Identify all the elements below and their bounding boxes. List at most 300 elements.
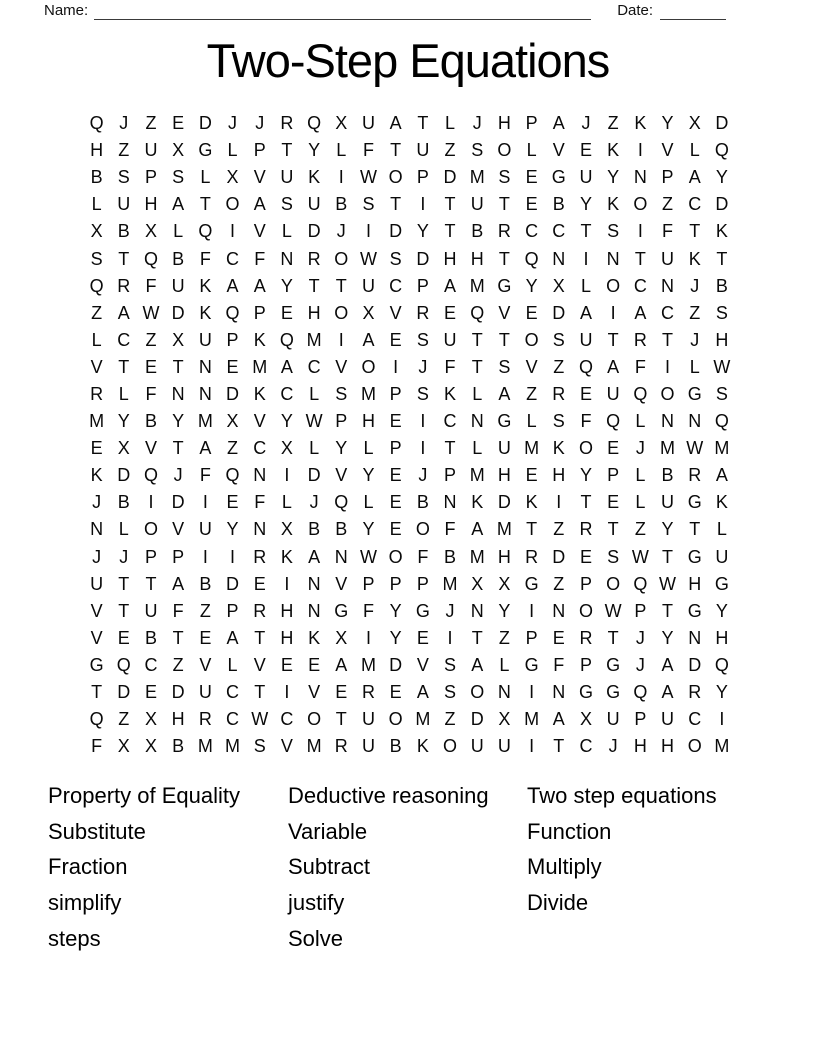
grid-cell: F [362,140,374,161]
grid-cell: P [661,167,674,188]
grid-cell: H [280,627,294,648]
grid-cell: R [361,682,375,703]
grid-cell: V [253,654,266,675]
grid-cell: N [90,519,104,540]
grid-cell: Y [661,113,674,134]
grid-cell: L [635,465,646,486]
grid-cell: T [471,627,483,648]
grid-cell: G [524,573,539,594]
grid-cell: C [226,248,240,269]
grid-cell: O [606,275,621,296]
grid-cell: L [91,194,102,215]
grid-cell: E [389,465,402,486]
grid-cell: A [362,329,375,350]
grid-cell: L [689,140,700,161]
grid-cell: I [148,492,154,513]
grid-cell: Z [662,194,674,215]
grid-cell: J [336,221,346,242]
grid-cell: T [118,356,130,377]
grid-cell: K [634,113,647,134]
grid-cell: Z [444,140,456,161]
grid-cell: Q [198,221,213,242]
name-blank-line [94,5,591,20]
grid-cell: R [688,682,702,703]
grid-cell: I [284,573,290,594]
word-item: Divide [527,890,589,916]
grid-cell: Z [553,519,565,540]
grid-cell: O [660,383,675,404]
grid-cell: F [362,600,374,621]
grid-cell: W [251,709,269,730]
grid-cell: L [635,492,646,513]
grid-cell: O [334,302,349,323]
grid-cell: S [444,682,457,703]
grid-cell: E [199,627,212,648]
grid-cell: X [335,627,348,648]
grid-cell: T [335,275,347,296]
grid-cell: J [418,356,428,377]
grid-cell: T [607,627,619,648]
grid-cell: X [144,709,157,730]
grid-cell: E [90,438,103,459]
grid-cell: X [226,411,239,432]
grid-cell: E [416,627,429,648]
grid-cell: B [117,492,130,513]
grid-cell: K [607,140,620,161]
grid-cell: J [635,627,645,648]
grid-cell: O [633,194,648,215]
grid-cell: V [552,140,565,161]
grid-cell: U [198,329,212,350]
grid-cell: V [253,167,266,188]
grid-cell: H [144,194,158,215]
grid-cell: I [583,248,589,269]
grid-cell: G [606,682,621,703]
grid-cell: K [525,492,538,513]
grid-cell: V [335,356,348,377]
grid-cell: D [307,465,321,486]
grid-cell: P [253,140,266,161]
grid-cell: R [334,736,348,757]
grid-cell: N [552,682,566,703]
grid-cell: J [173,465,183,486]
grid-cell: T [689,519,701,540]
grid-cell: N [443,492,457,513]
grid-cell: P [362,573,375,594]
grid-cell: B [416,492,429,513]
grid-cell: D [171,302,185,323]
grid-cell: J [255,113,265,134]
grid-cell: Q [633,573,648,594]
grid-cell: Y [308,140,321,161]
grid-cell: B [335,194,348,215]
grid-cell: C [226,709,240,730]
grid-cell: Z [227,438,239,459]
date-blank-line [660,5,726,20]
grid-cell: S [552,411,565,432]
grid-cell: W [631,546,649,567]
grid-cell: H [633,736,647,757]
grid-cell: T [471,329,483,350]
grid-cell: K [688,248,701,269]
grid-cell: U [661,248,675,269]
grid-cell: N [661,275,675,296]
grid-cell: M [306,736,322,757]
grid-cell: G [714,573,729,594]
grid-cell: D [552,302,566,323]
grid-cell: M [469,167,485,188]
grid-cell: M [360,383,376,404]
word-item: Deductive reasoning [288,782,489,808]
grid-cell: N [606,248,620,269]
grid-cell: N [688,627,702,648]
grid-cell: P [144,167,157,188]
grid-cell: A [661,682,674,703]
grid-cell: B [471,221,484,242]
grid-cell: H [90,140,104,161]
grid-cell: H [497,113,511,134]
grid-cell: N [552,248,566,269]
grid-cell: A [172,573,185,594]
grid-cell: E [280,302,293,323]
grid-cell: O [388,546,403,567]
grid-cell: A [253,275,266,296]
grid-cell: H [307,302,321,323]
grid-cell: L [472,438,483,459]
grid-cell: G [687,492,702,513]
grid-cell: C [389,275,403,296]
grid-cell: P [226,600,239,621]
grid-cell: V [280,736,293,757]
grid-cell: T [118,248,130,269]
grid-cell: V [90,600,103,621]
grid-cell: F [634,356,646,377]
grid-cell: I [284,682,290,703]
grid-cell: N [171,383,185,404]
word-item: Property of Equality [48,782,240,808]
grid-cell: L [336,140,347,161]
grid-cell: X [552,275,565,296]
grid-cell: D [226,383,240,404]
grid-cell: M [469,275,485,296]
grid-cell: B [199,573,212,594]
grid-cell: U [144,600,158,621]
grid-cell: Y [525,275,538,296]
grid-cell: H [443,248,457,269]
grid-cell: W [713,356,731,377]
grid-cell: Q [307,113,322,134]
grid-cell: S [607,221,620,242]
grid-cell: J [635,654,645,675]
grid-cell: Y [280,411,293,432]
grid-cell: X [471,573,484,594]
grid-cell: M [660,438,676,459]
grid-cell: I [420,438,426,459]
grid-cell: X [172,329,185,350]
grid-cell: T [498,248,510,269]
grid-cell: T [662,600,674,621]
grid-cell: X [144,221,157,242]
grid-cell: T [498,194,510,215]
grid-cell: S [607,546,620,567]
grid-cell: Z [553,356,565,377]
grid-cell: E [579,140,592,161]
grid-cell: Y [280,275,293,296]
grid-cell: H [715,627,729,648]
grid-cell: Y [498,600,511,621]
grid-cell: A [335,654,348,675]
grid-cell: T [417,113,429,134]
grid-cell: Q [524,248,539,269]
grid-cell: H [688,573,702,594]
grid-cell: O [388,167,403,188]
grid-cell: Y [579,194,592,215]
grid-cell: M [442,573,458,594]
grid-cell: I [365,221,371,242]
grid-cell: N [470,600,484,621]
grid-cell: A [661,654,674,675]
grid-cell: O [497,140,512,161]
grid-cell: X [172,140,185,161]
grid-cell: U [715,546,729,567]
word-column [48,778,288,957]
grid-cell: F [145,383,157,404]
grid-cell: J [472,113,482,134]
grid-cell: O [225,194,240,215]
grid-cell: K [552,438,565,459]
grid-cell: I [338,167,344,188]
grid-cell: X [90,221,103,242]
grid-cell: M [524,709,540,730]
grid-cell: R [117,275,131,296]
grid-cell: U [90,573,104,594]
grid-cell: G [687,600,702,621]
word-item: Function [527,818,612,844]
grid-cell: N [688,411,702,432]
grid-cell: E [335,682,348,703]
grid-cell: S [90,248,103,269]
grid-cell: K [90,465,103,486]
grid-cell: I [338,329,344,350]
grid-cell: L [635,411,646,432]
grid-cell: Z [444,709,456,730]
page-title: Two-Step Equations [206,34,610,87]
word-item: Subtract [288,854,370,880]
grid-cell: W [142,302,160,323]
grid-cell: M [197,411,213,432]
grid-cell: G [198,140,213,161]
grid-cell: E [144,682,157,703]
grid-cell: P [335,411,348,432]
grid-cell: O [361,356,376,377]
grid-cell: B [90,167,103,188]
grid-cell: X [498,573,511,594]
grid-cell: T [281,140,293,161]
grid-cell: N [307,600,321,621]
grid-cell: H [280,600,294,621]
grid-cell: N [253,465,267,486]
grid-cell: F [199,465,211,486]
grid-cell: V [498,302,511,323]
grid-cell: P [253,302,266,323]
grid-cell: S [715,302,728,323]
grid-cell: F [580,411,592,432]
grid-cell: M [225,736,241,757]
grid-cell: T [662,329,674,350]
grid-cell: C [443,411,457,432]
grid-cell: U [497,736,511,757]
grid-cell: Q [633,383,648,404]
grid-cell: Y [362,519,375,540]
grid-cell: F [662,221,674,242]
grid-cell: E [607,492,620,513]
grid-cell: W [686,438,704,459]
grid-cell: S [117,167,130,188]
grid-cell: E [226,492,239,513]
grid-cell: R [90,383,104,404]
grid-cell: W [359,248,377,269]
grid-cell: I [393,356,399,377]
grid-cell: L [200,167,211,188]
grid-cell: W [604,600,622,621]
grid-cell: I [420,411,426,432]
grid-cell: V [308,682,321,703]
grid-cell: T [580,221,592,242]
grid-cell: B [444,546,457,567]
grid-cell: K [308,167,321,188]
grid-cell: H [497,465,511,486]
grid-cell: K [308,627,321,648]
grid-cell: H [470,248,484,269]
grid-cell: T [498,329,510,350]
grid-cell: I [637,140,643,161]
grid-cell: P [634,709,647,730]
grid-cell: D [171,682,185,703]
word-search-grid [83,110,736,760]
grid-cell: T [526,519,538,540]
grid-cell: U [307,194,321,215]
grid-cell: V [253,411,266,432]
grid-cell: Q [89,709,104,730]
grid-cell: U [361,709,375,730]
grid-cell: L [281,492,292,513]
grid-cell: M [306,329,322,350]
grid-cell: L [526,411,537,432]
grid-cell: J [690,275,700,296]
grid-cell: T [118,573,130,594]
grid-cell: T [254,682,266,703]
word-list [48,778,717,957]
grid-cell: U [416,140,430,161]
grid-cell: A [579,302,592,323]
grid-cell: Y [389,627,402,648]
grid-cell: Q [89,275,104,296]
grid-cell: D [117,682,131,703]
grid-cell: V [172,519,185,540]
grid-cell: P [389,383,402,404]
grid-cell: U [579,329,593,350]
grid-cell: Y [579,465,592,486]
grid-cell: Y [661,519,674,540]
grid-cell: U [470,736,484,757]
grid-cell: M [496,519,512,540]
grid-cell: L [499,654,510,675]
grid-cell: U [661,709,675,730]
grid-cell: S [362,194,375,215]
grid-cell: S [335,383,348,404]
grid-cell: H [715,329,729,350]
grid-cell: O [578,600,593,621]
grid-cell: A [688,167,701,188]
grid-cell: E [389,411,402,432]
grid-cell: G [687,383,702,404]
grid-cell: R [552,383,566,404]
grid-cell: T [172,438,184,459]
grid-cell: L [472,383,483,404]
grid-cell: N [280,248,294,269]
grid-cell: D [307,221,321,242]
word-item: Substitute [48,818,146,844]
grid-cell: T [634,248,646,269]
grid-cell: Q [143,465,158,486]
grid-cell: J [309,492,319,513]
grid-cell: M [714,736,730,757]
grid-cell: Y [715,600,728,621]
grid-cell: G [497,411,512,432]
grid-cell: U [443,329,457,350]
grid-cell: M [197,736,213,757]
grid-cell: A [308,546,321,567]
grid-cell: I [529,682,535,703]
grid-cell: O [443,736,458,757]
grid-cell: V [335,465,348,486]
grid-cell: Q [714,654,729,675]
grid-cell: A [226,275,239,296]
grid-cell: I [529,600,535,621]
grid-cell: Y [661,627,674,648]
grid-cell: M [89,411,105,432]
word-item: Solve [288,926,344,952]
grid-cell: V [416,654,429,675]
grid-cell: T [335,709,347,730]
grid-cell: M [415,709,431,730]
grid-cell: N [470,411,484,432]
grid-cell: W [659,573,677,594]
grid-cell: T [91,682,103,703]
grid-cell: X [280,519,293,540]
grid-cell: U [144,140,158,161]
grid-cell: I [665,356,671,377]
grid-cell: F [172,600,184,621]
grid-cell: G [578,682,593,703]
grid-cell: O [578,438,593,459]
grid-cell: S [498,167,511,188]
grid-cell: A [444,275,457,296]
grid-cell: U [606,709,620,730]
grid-cell: Z [145,113,157,134]
grid-cell: F [254,492,266,513]
grid-cell: W [359,167,377,188]
grid-cell: U [361,113,375,134]
grid-cell: S [253,736,266,757]
grid-cell: D [171,492,185,513]
grid-cell: P [634,600,647,621]
grid-cell: Q [225,465,240,486]
grid-cell: H [552,465,566,486]
grid-cell: H [661,736,675,757]
grid-cell: C [579,736,593,757]
grid-cell: K [471,492,484,513]
